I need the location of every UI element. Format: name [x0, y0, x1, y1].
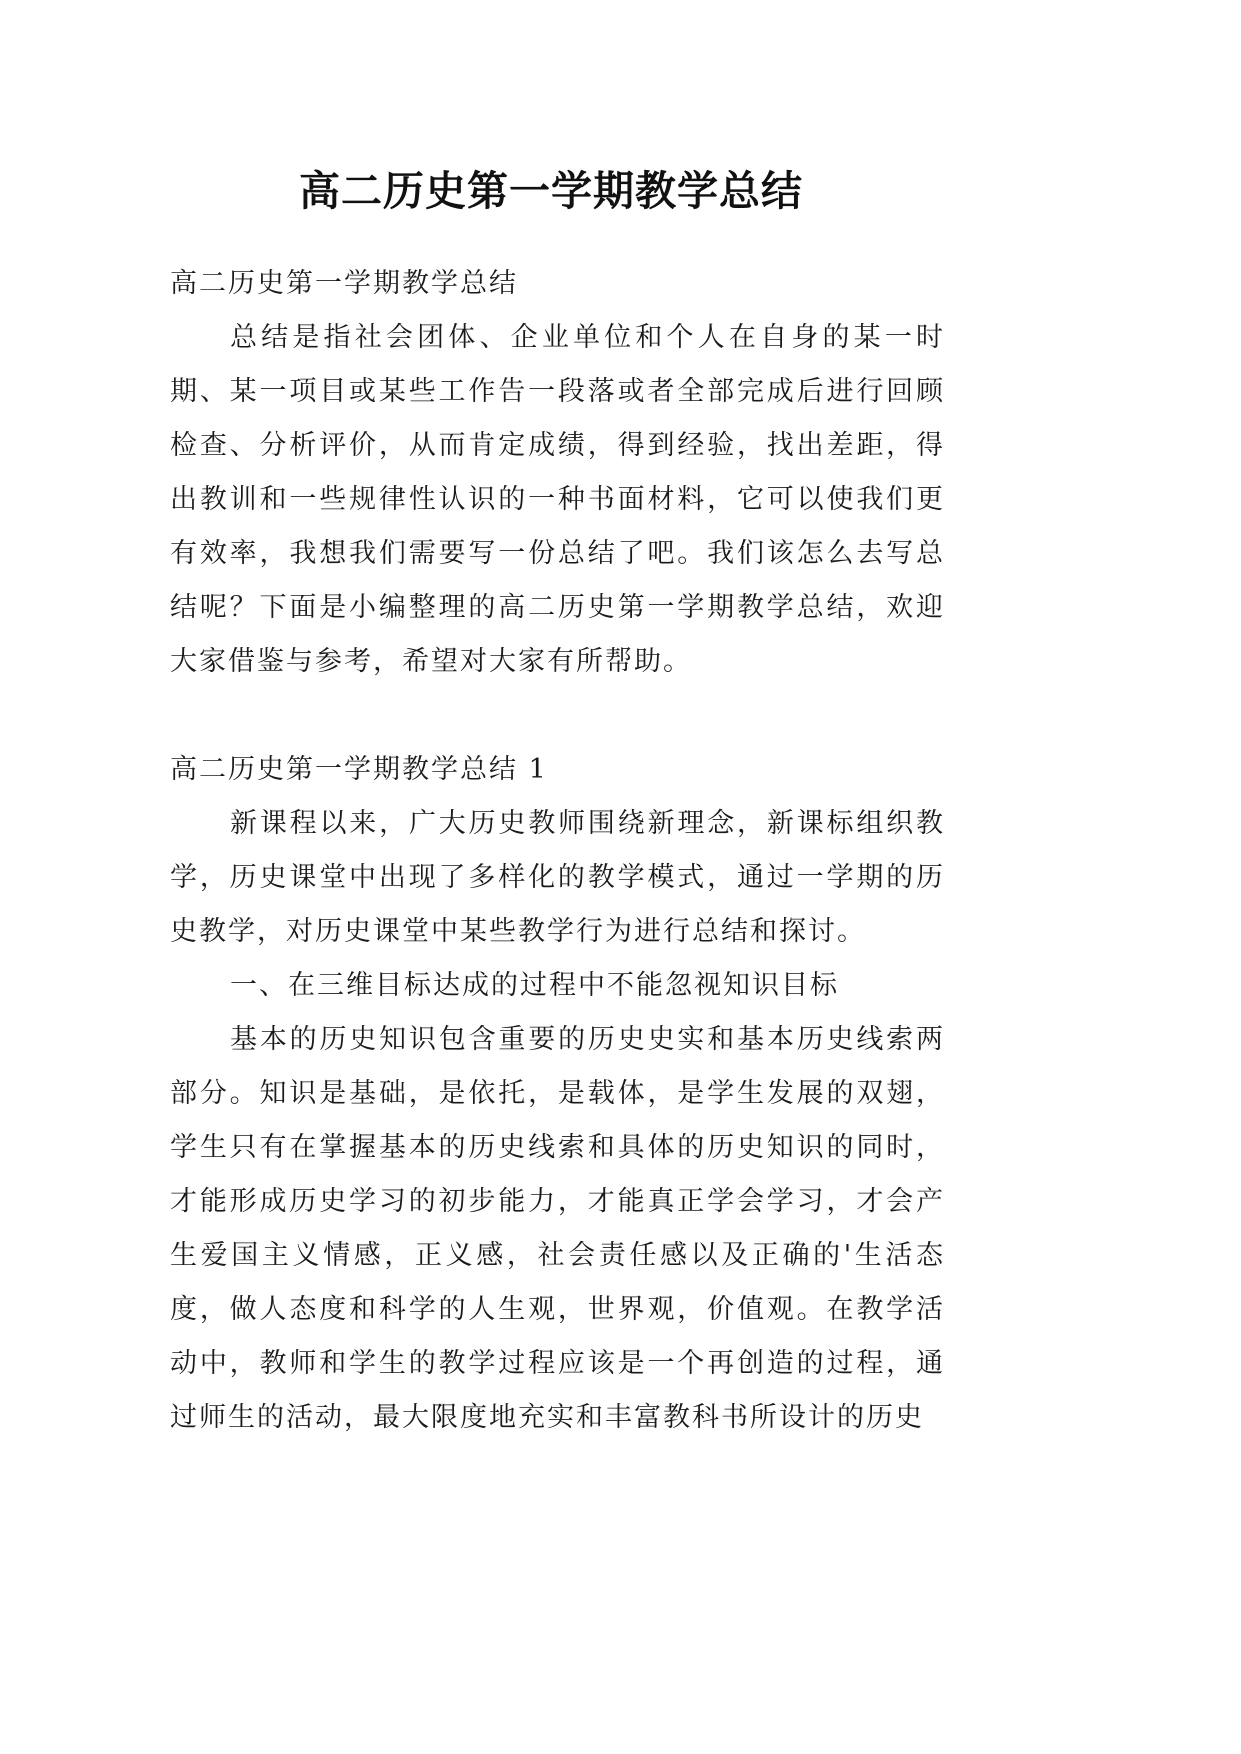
document-title: 高二历史第一学期教学总结 [299, 167, 803, 216]
section-1-paragraph-1: 新课程以来，广大历史教师围绕新理念，新课标组织教学，历史课堂中出现了多样化的教学模式，通过一学期的历史教学，对历史课堂中某些教学行为进行总结和探讨。 [170, 808, 945, 947]
section-heading-intro: 高二历史第一学期教学总结 [170, 268, 518, 299]
document-body [170, 257, 945, 1445]
section-1-paragraph-2: 基本的历史知识包含重要的历史史实和基本历史线索两部分。知识是基础，是依托，是载体，是学生发展的双翅，学生只有在掌握基本的历史线索和具体的历史知识的同时，才能形成历史学习的初步能力，才能真正学会学习，才会产生爱国主义情感，正义感，社会责任感以及正确的'生活态度，做人态度和科学的人生观，世界观，价值观。在教学活动中，教师和学生的教学过程应该是一个再创造的过程，通过师生的活动，最大限度地充实和丰富教科书所设计的历史 [170, 1024, 945, 1433]
section-spacer [170, 689, 945, 743]
section-1-subheading: 一、在三维目标达成的过程中不能忽视知识目标 [230, 970, 839, 1001]
section-heading-1: 高二历史第一学期教学总结 1 [170, 754, 548, 785]
intro-paragraph: 总结是指社会团体、企业单位和个人在自身的某一时期、某一项目或某些工作告一段落或者全部完成后进行回顾检查、分析评价，从而肯定成绩，得到经验，找出差距，得出教训和一些规律性认识的一种书面材料，它可以使我们更有效率，我想我们需要写一份总结了吧。我们该怎么去写总结呢？下面是小编整理的高二历史第一学期教学总结，欢迎大家借鉴与参考，希望对大家有所帮助。 [170, 322, 945, 677]
